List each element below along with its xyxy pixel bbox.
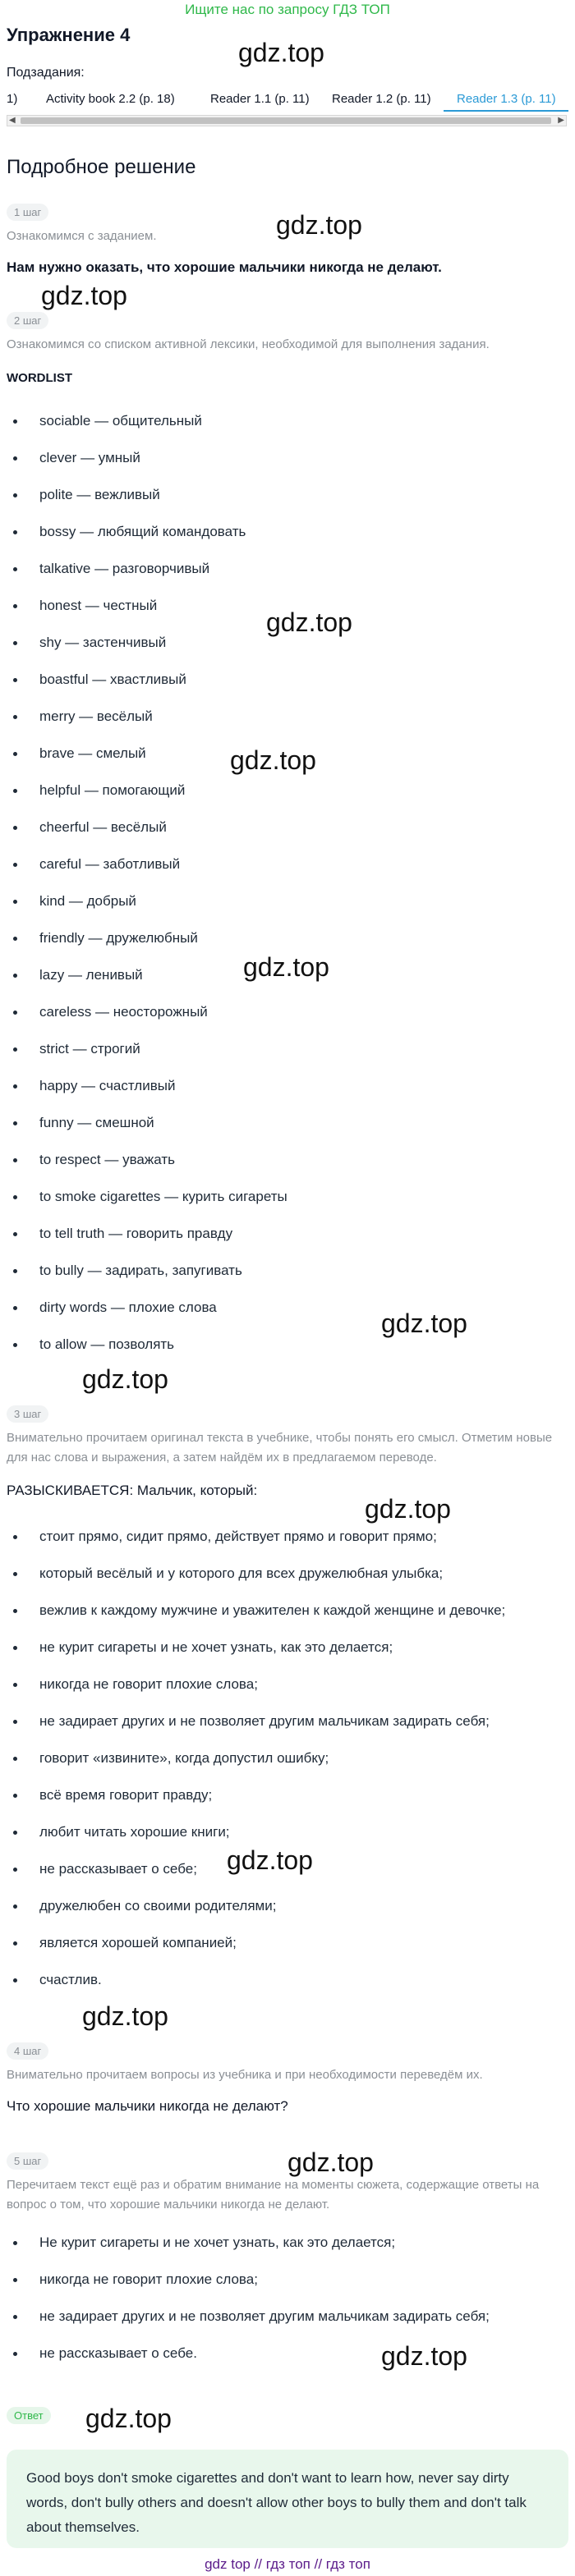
step-1-task: Нам нужно оказать, что хорошие мальчики никогда не делают. [7, 259, 442, 275]
list-item: polite — вежливый [7, 485, 565, 522]
list-item: happy — счастливый [7, 1076, 565, 1113]
answer-badge: Ответ [7, 2407, 51, 2424]
watermark: gdz.top [381, 1309, 467, 1338]
list-item: to allow — позволять [7, 1335, 565, 1372]
watermark: gdz.top [288, 2147, 374, 2177]
list-item: to respect — уважать [7, 1150, 565, 1187]
list-item: cheerful — весёлый [7, 818, 565, 855]
watermark: gdz.top [227, 1845, 313, 1875]
list-item: kind — добрый [7, 892, 565, 928]
footer-links: gdz top // гдз топ // гдз топ [205, 2556, 370, 2572]
list-item: всё время говорит правду; [7, 1785, 565, 1822]
tab-activity-book-2-2[interactable]: Activity book 2.2 (p. 18) [46, 92, 175, 106]
list-item: Не курит сигареты и не хочет узнать, как это делается; [7, 2233, 565, 2270]
list-item: является хорошей компанией; [7, 1933, 565, 1970]
step-5-text: Перечитаем текст ещё раз и обратим внимание на моменты сюжета, содержащие ответы на вопрос о том, что хорошие мальчики никогда не делают. [7, 2178, 540, 2212]
list-item: счастлив. [7, 1970, 565, 2007]
list-item: никогда не говорит плохие слова; [7, 1675, 565, 1712]
step-4-text: Внимательно прочитаем вопросы из учебника и при необходимости переведём их. [7, 2068, 483, 2082]
watermark: gdz.top [82, 2001, 168, 2031]
list-item: funny — смешной [7, 1113, 565, 1150]
list-item: bossy — любящий командовать [7, 522, 565, 559]
step-2-text: Ознакомимся со списком активной лексики, необходимой для выполнения задания. [7, 337, 490, 351]
watermark: gdz.top [238, 38, 324, 67]
tab-reader-1-1[interactable]: Reader 1.1 (p. 11) [210, 92, 310, 106]
list-item: boastful — хвастливый [7, 670, 565, 707]
page-title: Упражнение 4 [7, 25, 131, 45]
list-item: shy — застенчивый [7, 633, 565, 670]
watermark: gdz.top [266, 607, 352, 637]
wordlist-title: WORDLIST [7, 371, 72, 385]
list-item: никогда не говорит плохие слова; [7, 2270, 565, 2307]
watermark: gdz.top [85, 2404, 172, 2433]
list-item: не рассказывает о себе; [7, 1859, 565, 1896]
step-2-badge: 2 шаг [7, 312, 48, 329]
list-item: не рассказывает о себе. [7, 2344, 565, 2381]
list-item: merry — весёлый [7, 707, 565, 744]
list-item: вежлив к каждому мужчине и уважителен к каждой женщине и девочке; [7, 1601, 565, 1638]
list-item: careful — заботливый [7, 855, 565, 892]
list-item: не задирает других и не позволяет другим мальчикам задирать себя; [7, 1712, 565, 1749]
list-item: дружелюбен со своими родителями; [7, 1896, 565, 1933]
watermark: gdz.top [41, 281, 127, 310]
active-tab-indicator [444, 110, 568, 112]
answer-box: Good boys don't smoke cigarettes and don't want to learn how, never say dirty words, don't bully others and doesn't allow other boys to bully them and don't talk about themselves. [7, 2450, 568, 2548]
step-3-text: Внимательно прочитаем оригинал текста в учебнике, чтобы понять его смысл. Отметим новые для нас слова и выражения, а затем найдём их в предлагаемом переводе. [7, 1431, 553, 1464]
list-item: to tell truth — говорить правду [7, 1224, 565, 1261]
list-item: honest — честный [7, 596, 565, 633]
list-item: говорит «извините», когда допустил ошибку; [7, 1749, 565, 1785]
watermark: gdz.top [243, 952, 329, 982]
list-item: helpful — помогающий [7, 781, 565, 818]
step-3-badge: 3 шаг [7, 1405, 48, 1423]
watermark: gdz.top [365, 1494, 451, 1524]
tabs-scrollbar[interactable] [7, 115, 567, 126]
step-1-badge: 1 шаг [7, 204, 48, 221]
list-item: не задирает других и не позволяет другим мальчикам задирать себя; [7, 2307, 565, 2344]
list-item: to smoke cigarettes — курить сигареты [7, 1187, 565, 1224]
list-item: clever — умный [7, 448, 565, 485]
list-item: любит читать хорошие книги; [7, 1822, 565, 1859]
watermark: gdz.top [276, 210, 362, 240]
watermark: gdz.top [381, 2341, 467, 2371]
list-item: стоит прямо, сидит прямо, действует прямо и говорит прямо; [7, 1527, 565, 1564]
solution-heading: Подробное решение [7, 156, 196, 178]
list-item: lazy — ленивый [7, 965, 565, 1002]
tab-1[interactable]: 1) [7, 92, 18, 106]
list-item: который весёлый и у которого для всех дружелюбная улыбка; [7, 1564, 565, 1601]
search-banner: Ищите нас по запросу ГДЗ ТОП [185, 2, 390, 17]
wordlist [7, 411, 565, 1372]
step-4-question: Что хорошие мальчики никогда не делают? [7, 2098, 288, 2114]
tab-reader-1-2[interactable]: Reader 1.2 (p. 11) [332, 92, 431, 106]
list-item: careless — неосторожный [7, 1002, 565, 1039]
wanted-list [7, 1527, 565, 2007]
subtask-tabs [0, 89, 575, 112]
list-item: talkative — разговорчивый [7, 559, 565, 596]
list-item: не курит сигареты и не хочет узнать, как это делается; [7, 1638, 565, 1675]
list-item: sociable — общительный [7, 411, 565, 448]
list-item: dirty words — плохие слова [7, 1298, 565, 1335]
step-4-badge: 4 шаг [7, 2042, 48, 2060]
wanted-intro: РАЗЫСКИВАЕТСЯ: Мальчик, который: [7, 1483, 258, 1498]
never-list [7, 2233, 565, 2381]
subtasks-label: Подзадания: [7, 66, 85, 80]
list-item: to bully — задирать, запугивать [7, 1261, 565, 1298]
list-item: brave — смелый [7, 744, 565, 781]
watermark: gdz.top [230, 745, 316, 775]
scroll-thumb[interactable] [21, 117, 551, 124]
list-item: friendly — дружелюбный [7, 928, 565, 965]
scroll-right-icon[interactable]: ▶ [558, 116, 564, 125]
scroll-left-icon[interactable]: ◀ [9, 116, 16, 125]
step-1-text: Ознакомимся с заданием. [7, 229, 157, 243]
tab-reader-1-3[interactable]: Reader 1.3 (p. 11) [457, 92, 556, 106]
list-item: strict — строгий [7, 1039, 565, 1076]
step-5-badge: 5 шаг [7, 2152, 48, 2170]
watermark: gdz.top [82, 1364, 168, 1394]
